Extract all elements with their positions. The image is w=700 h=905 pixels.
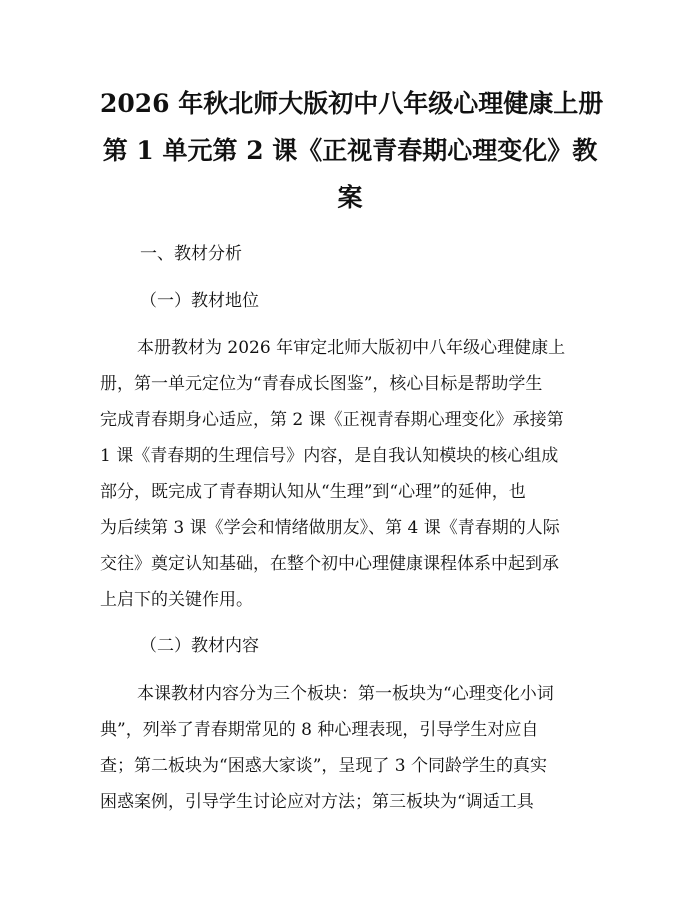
paragraph-line: 部分，既完成了青春期认知从“生理”到“心理”的延伸，也 (100, 482, 526, 502)
paragraph-line: 困惑案例，引导学生讨论应对方法；第三板块为“调适工具 (100, 792, 534, 812)
paragraph-line: 本课教材内容分为三个板块：第一板块为“心理变化小词 (137, 684, 554, 704)
subsection-heading: （二）教材内容 (140, 636, 259, 656)
paragraph-line: 上启下的关键作用。 (100, 590, 253, 610)
section-heading: 一、教材分析 (140, 244, 242, 264)
document-title-line-3: 案 (337, 183, 363, 212)
paragraph-line: 完成青春期身心适应，第 2 课《正视青春期心理变化》承接第 (100, 410, 564, 430)
paragraph-line: 册，第一单元定位为“青春成长图鉴”，核心目标是帮助学生 (100, 374, 543, 394)
document-title-line-1: 2026 年秋北师大版初中八年级心理健康上册 (100, 89, 604, 118)
subsection-heading: （一）教材地位 (140, 291, 259, 311)
paragraph-line: 交往》奠定认知基础，在整个初中心理健康课程体系中起到承 (100, 554, 559, 574)
paragraph-line: 1 课《青春期的生理信号》内容，是自我认知模块的核心组成 (100, 446, 559, 466)
document-title-line-2: 第 1 单元第 2 课《正视青春期心理变化》教 (102, 136, 598, 165)
paragraph-line: 查；第二板块为“困惑大家谈”，呈现了 3 个同龄学生的真实 (100, 756, 548, 776)
paragraph-line: 本册教材为 2026 年审定北师大版初中八年级心理健康上 (137, 338, 566, 358)
paragraph-line: 典”，列举了青春期常见的 8 种心理表现，引导学生对应自 (100, 720, 539, 740)
paragraph-line: 为后续第 3 课《学会和情绪做朋友》、第 4 课《青春期的人际 (100, 518, 560, 538)
